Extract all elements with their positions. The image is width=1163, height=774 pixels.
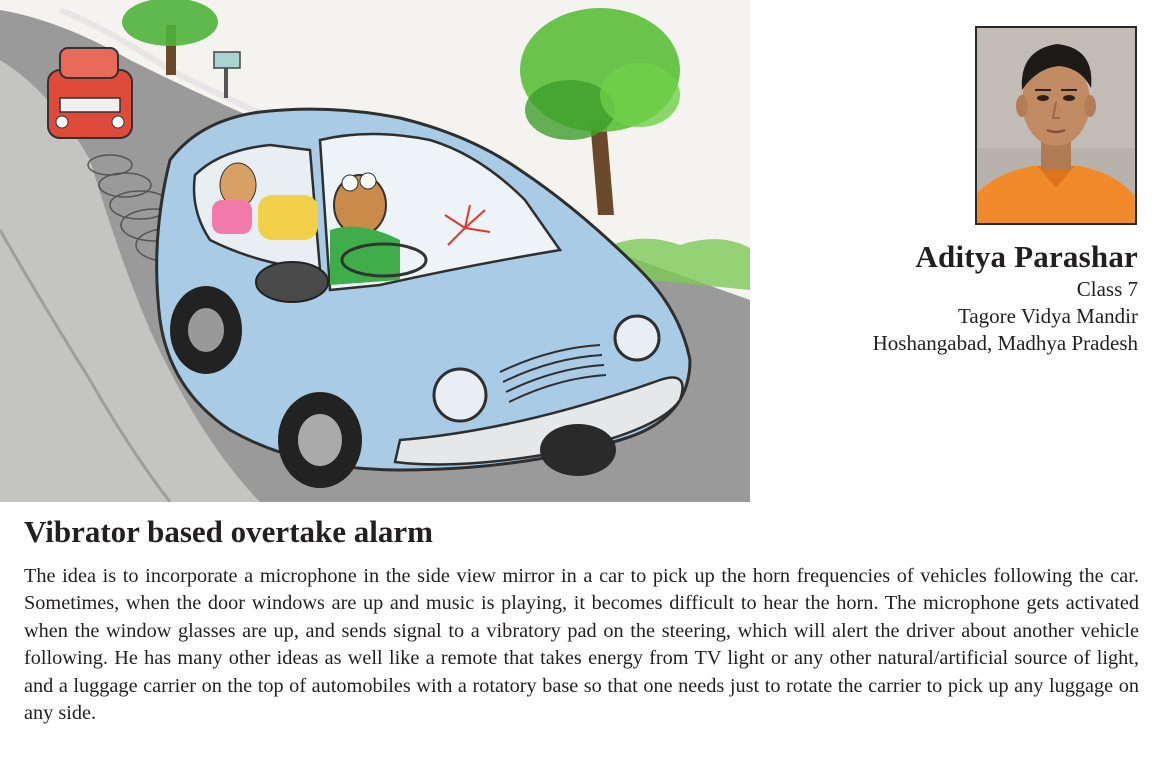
- author-info: [873, 238, 1138, 357]
- author-location: Hoshangabad, Madhya Pradesh: [872, 331, 1138, 355]
- author-class: Class 7: [1076, 277, 1138, 301]
- car-illustration: [0, 0, 750, 502]
- article-body: The idea is to incorporate a microphone in the side view mirror in a car to pick up the horn frequencies of vehicles following the car. Sometimes, when the door windows are up and music is playing, it becomes difficult to hear the horn. The microphone gets activated when the window glasses are up, and sends signal to a vibratory pad on the steering, which will alert the driver about another vehicle following. He has many other ideas as well like a remote that takes energy from TV light or any other natural/artificial source of light, and a luggage carrier on the top of automobiles with a rotatory base so that one needs just to rotate the carrier to pick up any luggage on any side.: [24, 565, 1139, 725]
- author-photo: [975, 26, 1137, 225]
- author-name: Aditya Parashar: [915, 239, 1138, 274]
- author-school: Tagore Vidya Mandir: [958, 304, 1138, 328]
- article-title: Vibrator based overtake alarm: [24, 514, 433, 549]
